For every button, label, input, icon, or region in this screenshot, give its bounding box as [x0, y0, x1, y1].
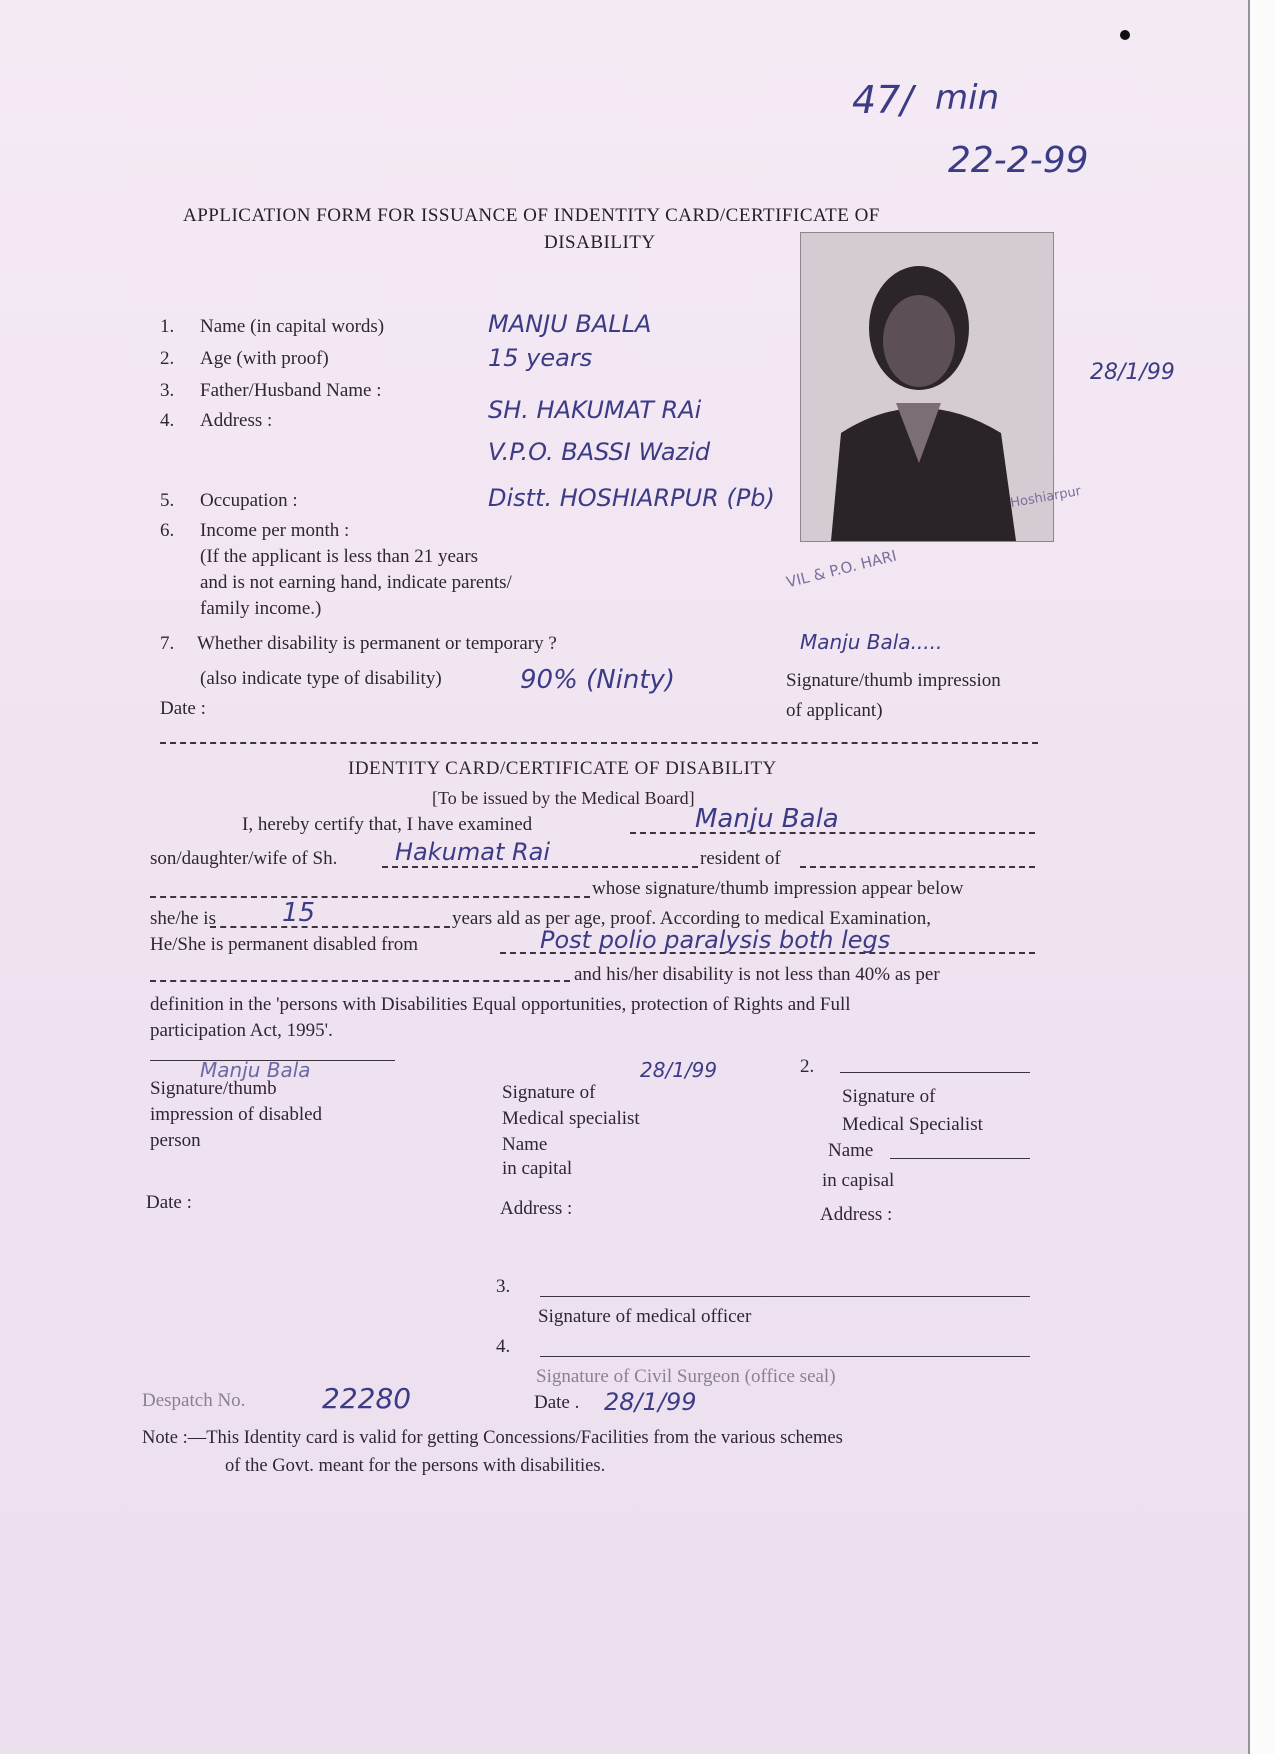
cert-line1: I, hereby certify that, I have examined	[242, 814, 533, 835]
cert-disabled-from: Post polio paralysis both legs	[540, 926, 891, 954]
applicant-signature: Manju Bala.....	[800, 630, 943, 654]
cert-line8: participation Act, 1995'.	[150, 1020, 333, 1041]
spec2-capital: in capisal	[822, 1170, 895, 1191]
spec2-label2: Medical Specialist	[842, 1114, 983, 1135]
certificate-subtitle: [To be issued by the Medical Board]	[432, 788, 695, 808]
certificate-title: IDENTITY CARD/CERTIFICATE OF DISABILITY	[348, 758, 777, 779]
item-6-note3: family income.)	[200, 598, 322, 619]
disabled-sig-label1: Signature/thumb	[150, 1078, 277, 1099]
cert-line5: He/She is permanent disabled from	[150, 934, 419, 955]
applicant-signature-label2: of applicant)	[786, 700, 883, 721]
item-4-num: 4.	[160, 410, 175, 431]
item-2-num: 2.	[160, 348, 175, 369]
item-5-label: Occupation :	[200, 490, 298, 511]
cert-resident: resident of	[700, 848, 781, 869]
disabled-sig-label3: person	[150, 1130, 201, 1151]
note-line1: Note :—This Identity card is valid for getting Concessions/Facilities from the various schemes	[142, 1428, 843, 1448]
item-6-note1: (If the applicant is less than 21 years	[200, 546, 479, 567]
spec1-label1: Signature of	[502, 1082, 596, 1103]
item-6-note2: and is not earning hand, indicate parents/	[200, 572, 512, 593]
spec2-address: Address :	[820, 1204, 893, 1225]
item-3-label: Father/Husband Name :	[200, 380, 382, 401]
spec2-num: 2.	[800, 1056, 815, 1077]
item-2-value: 15 years	[488, 344, 593, 372]
item-1-num: 1.	[160, 316, 175, 337]
disabled-sig-label2: impression of disabled	[150, 1104, 323, 1125]
item-6-num: 6.	[160, 520, 175, 541]
item-4-value: V.P.O. BASSI Wazid	[488, 438, 711, 466]
cert-examined-name: Manju Bala	[695, 804, 839, 834]
cert-line2: son/daughter/wife of Sh.	[150, 848, 338, 869]
item-1-label: Name (in capital words)	[200, 316, 385, 337]
form-title-line2: DISABILITY	[544, 232, 656, 253]
item-7-value: 90% (Ninty)	[520, 665, 676, 695]
cert-line6: and his/her disability is not less than 40% as per	[574, 964, 940, 985]
form-title-line1: APPLICATION FORM FOR ISSUANCE OF INDENTITY CARD/CERTIFICATE OF	[183, 205, 880, 226]
cert-line4a: she/he is	[150, 908, 216, 929]
cs-num: 4.	[496, 1336, 511, 1357]
footer-date-value: 28/1/99	[604, 1388, 697, 1416]
ref-number: 47/	[852, 78, 914, 122]
cert-age: 15	[282, 898, 316, 928]
item-6-label: Income per month :	[200, 520, 350, 541]
item-7-note: (also indicate type of disability)	[200, 668, 442, 689]
spec2-label1: Signature of	[842, 1086, 936, 1107]
disabled-signature: Manju Bala	[200, 1058, 311, 1082]
mo-num: 3.	[496, 1276, 511, 1297]
scan-edge	[1248, 0, 1275, 1754]
footer-date-label: Date .	[534, 1392, 580, 1413]
despatch-value: 22280	[322, 1382, 412, 1415]
spec1-capital: in capital	[502, 1158, 573, 1179]
item-4-label: Address :	[200, 410, 273, 431]
photo-stamp: VIL & P.O. HARI	[784, 546, 899, 592]
spec1-address: Address :	[500, 1198, 573, 1219]
cert-line4b: years ald as per age, proof. According to medical Examination,	[452, 908, 932, 929]
photo-stamp-side: Hoshiarpur	[1009, 483, 1083, 512]
cert-father-name: Hakumat Rai	[395, 838, 551, 866]
item-3-num: 3.	[160, 380, 175, 401]
item-7-num: 7.	[160, 633, 175, 654]
date-label: Date :	[160, 698, 206, 719]
note-line2: of the Govt. meant for the persons with disabilities.	[225, 1456, 606, 1476]
cs-label: Signature of Civil Surgeon (office seal)	[536, 1366, 836, 1387]
item-3-value: SH. HAKUMAT RAi	[488, 396, 702, 424]
spec1-date: 28/1/99	[640, 1058, 718, 1082]
item-5-value: Distt. HOSHIARPUR (Pb)	[488, 484, 775, 512]
disabled-date-label: Date :	[146, 1192, 192, 1213]
item-7-label: Whether disability is permanent or temporary ?	[197, 633, 557, 654]
item-1-value: MANJU BALLA	[488, 310, 652, 338]
mo-label: Signature of medical officer	[538, 1306, 752, 1327]
spec1-name: Name	[502, 1134, 548, 1155]
cert-line3: whose signature/thumb impression appear below	[592, 878, 964, 899]
spec2-name: Name	[828, 1140, 874, 1161]
photo-attest-date: 28/1/99	[1090, 360, 1175, 385]
cert-line7: definition in the 'persons with Disabilities Equal opportunities, protection of Rights and Full	[150, 994, 851, 1015]
applicant-signature-label1: Signature/thumb impression	[786, 670, 1001, 691]
spec1-label2: Medical specialist	[502, 1108, 640, 1129]
item-5-num: 5.	[160, 490, 175, 511]
ref-date: 22-2-99	[948, 140, 1089, 181]
item-2-label: Age (with proof)	[200, 348, 329, 369]
ink-dot	[1120, 30, 1130, 40]
ref-word: min	[935, 78, 1000, 118]
section-divider	[160, 742, 1038, 744]
despatch-label: Despatch No.	[142, 1390, 246, 1411]
